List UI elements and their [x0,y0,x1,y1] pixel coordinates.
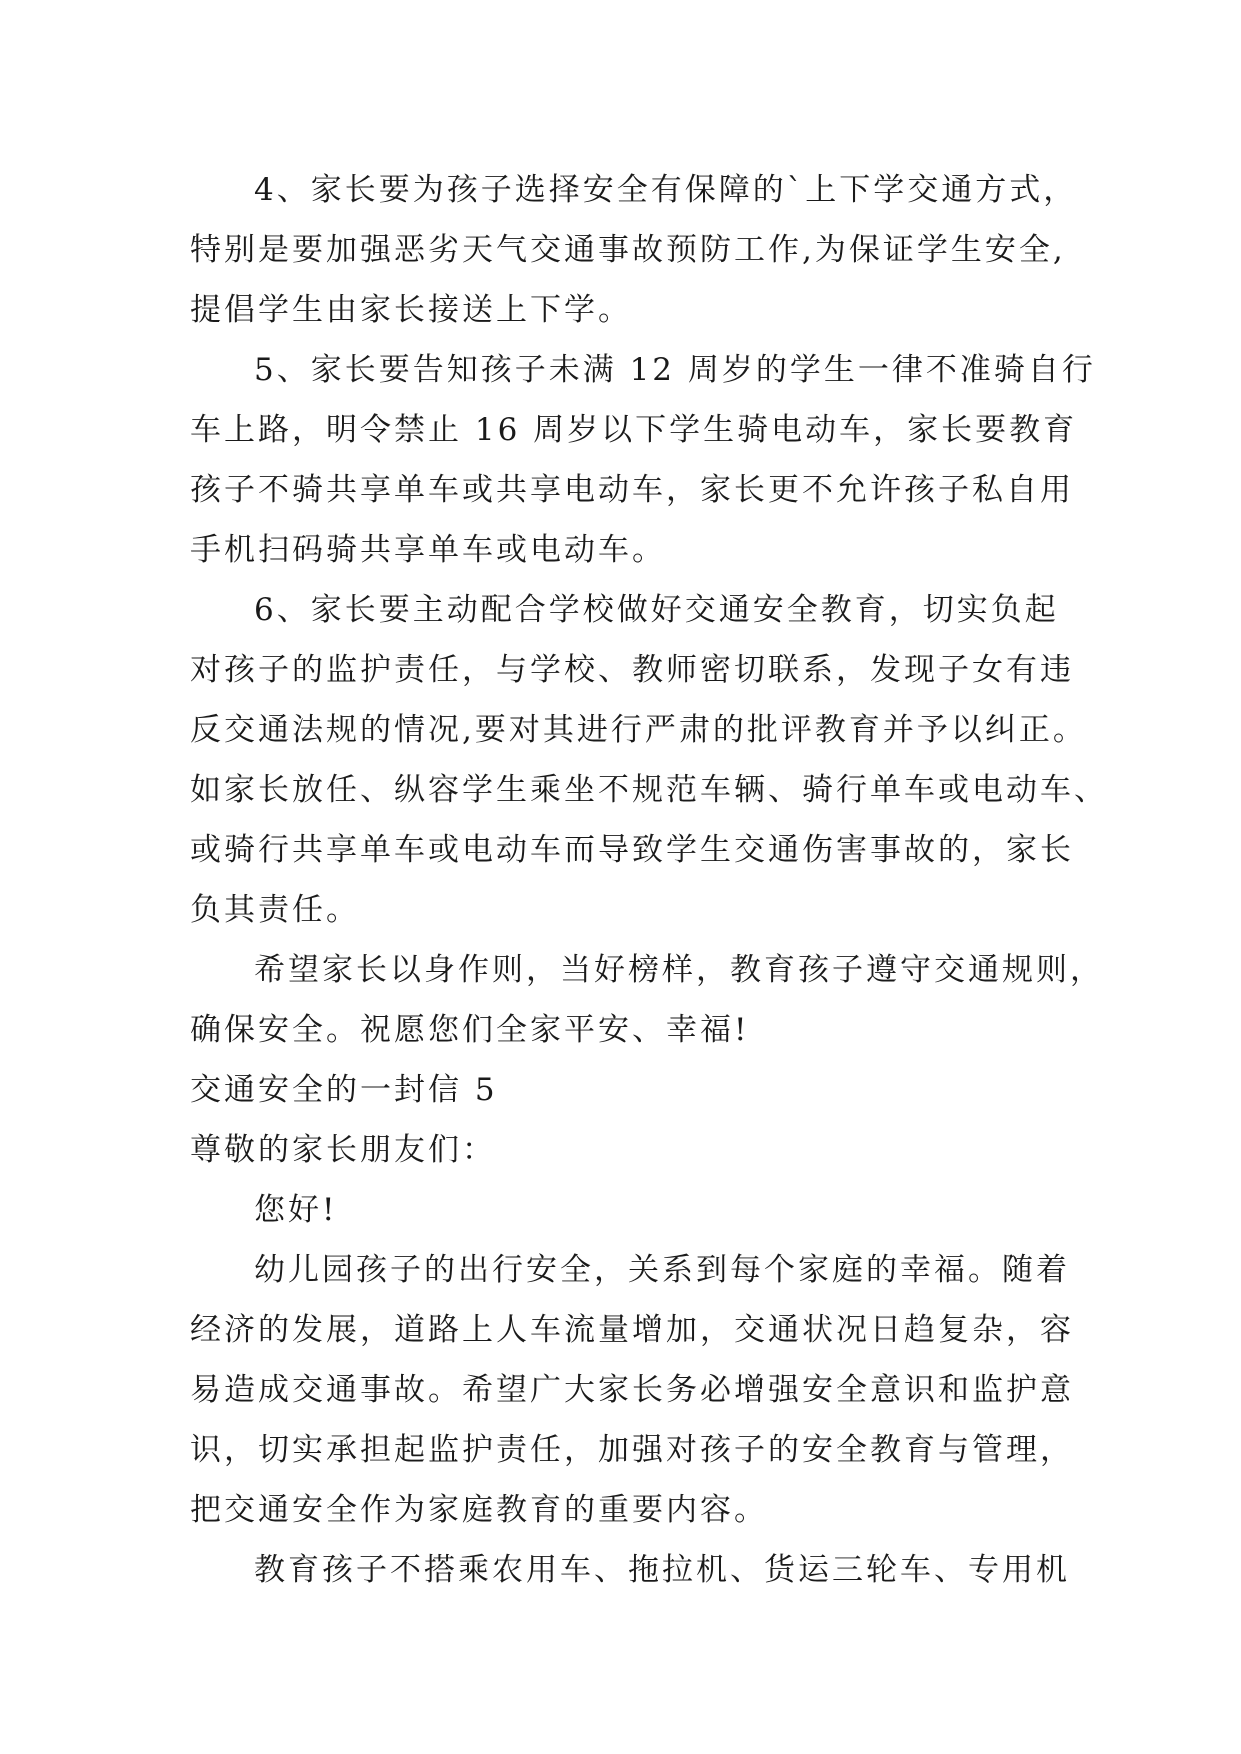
text-line: 交通安全的一封信 5 [190,1072,498,1108]
text-line: 提倡学生由家长接送上下学。 [190,292,632,328]
text-line: 希望家长以身作则，当好榜样，教育孩子遵守交通规则， [254,952,1104,988]
text-line: 易造成交通事故。希望广大家长务必增强安全意识和监护意 [190,1372,1074,1408]
text-line: 6、家长要主动配合学校做好交通安全教育，切实负起 [254,592,1059,628]
text-line: 手机扫码骑共享单车或电动车。 [190,532,666,568]
text-line: 车上路，明令禁止 16 周岁以下学生骑电动车，家长要教育 [190,412,1078,448]
text-line: 幼儿园孩子的出行安全，关系到每个家庭的幸福。随着 [254,1252,1070,1288]
text-line: 把交通安全作为家庭教育的重要内容。 [190,1492,768,1528]
text-line: 4、家长要为孩子选择安全有保障的`上下学交通方式， [254,172,1078,208]
document-body [190,160,1108,1600]
text-line: 教育孩子不搭乘农用车、拖拉机、货运三轮车、专用机 [254,1552,1070,1588]
text-line: 特别是要加强恶劣天气交通事故预防工作,为保证学生安全, [190,232,1066,268]
text-line: 负其责任。 [190,892,360,928]
text-line: 5、家长要告知孩子未满 12 周岁的学生一律不准骑自行 [254,352,1096,388]
text-line: 识，切实承担起监护责任，加强对孩子的安全教育与管理， [190,1432,1074,1468]
text-line: 经济的发展，道路上人车流量增加，交通状况日趋复杂，容 [190,1312,1074,1348]
text-line: 您好! [254,1192,338,1228]
text-line: 如家长放任、纵容学生乘坐不规范车辆、骑行单车或电动车、 [190,772,1108,808]
text-line: 或骑行共享单车或电动车而导致学生交通伤害事故的，家长 [190,832,1074,868]
text-line: 对孩子的监护责任，与学校、教师密切联系，发现子女有违 [190,652,1074,688]
text-line: 确保安全。祝愿您们全家平安、幸福! [190,1012,750,1048]
text-line: 尊敬的家长朋友们： [190,1132,496,1168]
text-line: 反交通法规的情况,要对其进行严肃的批评教育并予以纠正。 [190,712,1087,748]
text-line: 孩子不骑共享单车或共享电动车，家长更不允许孩子私自用 [190,472,1074,508]
